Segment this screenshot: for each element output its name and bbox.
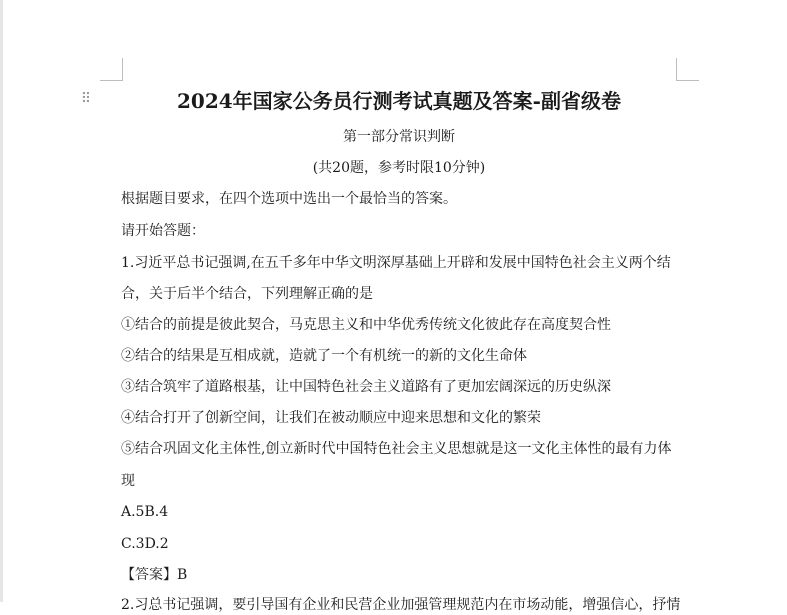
page-corner-mark-top-right (676, 58, 699, 81)
answer-options: A.5B.4 (121, 504, 169, 520)
answer-options: C.3D.2 (121, 536, 169, 552)
start-prompt: 请开始答题： (121, 223, 205, 239)
page-corner-mark-top-left (100, 58, 123, 81)
question-item: ⑤结合巩固文化主体性,创立新时代中国特色社会主义思想就是这一文化主体性的最有力体 (121, 441, 672, 457)
answer-key: 【答案】B (121, 567, 188, 583)
instruction-text: 根据题目要求，在四个选项中选出一个最恰当的答案。 (121, 191, 457, 207)
section-title: 第一部分常识判断 (343, 129, 455, 145)
question-item: ④结合打开了创新空间，让我们在被动顺应中迎来思想和文化的繁荣 (121, 410, 541, 426)
next-question-partial: 2.习总书记强调，要引导国有企业和民营企业加强管理规范内在市场动能，增强信心，抒情 (121, 597, 681, 613)
question-item: ③结合筑牢了道路根基，让中国特色社会主义道路有了更加宏阔深远的历史纵深 (121, 379, 611, 395)
question-stem-line: 1.习近平总书记强调,在五千多年中华文明深厚基础上开辟和发展中国特色社会主义两个结 (121, 255, 671, 271)
section-note: (共20题，参考时限10分钟) (312, 160, 486, 176)
window-left-edge (0, 0, 3, 602)
drag-handle-icon[interactable]: ⠿ (80, 91, 92, 107)
document-title: 2024年国家公务员行测考试真题及答案-副省级卷 (177, 89, 621, 113)
question-item: 现 (121, 473, 135, 489)
question-stem-line: 合，关于后半个结合，下列理解正确的是 (121, 286, 373, 302)
question-item: ②结合的结果是互相成就，造就了一个有机统一的新的文化生命体 (121, 348, 527, 364)
question-item: ①结合的前提是彼此契合，马克思主义和中华优秀传统文化彼此存在高度契合性 (121, 317, 611, 333)
